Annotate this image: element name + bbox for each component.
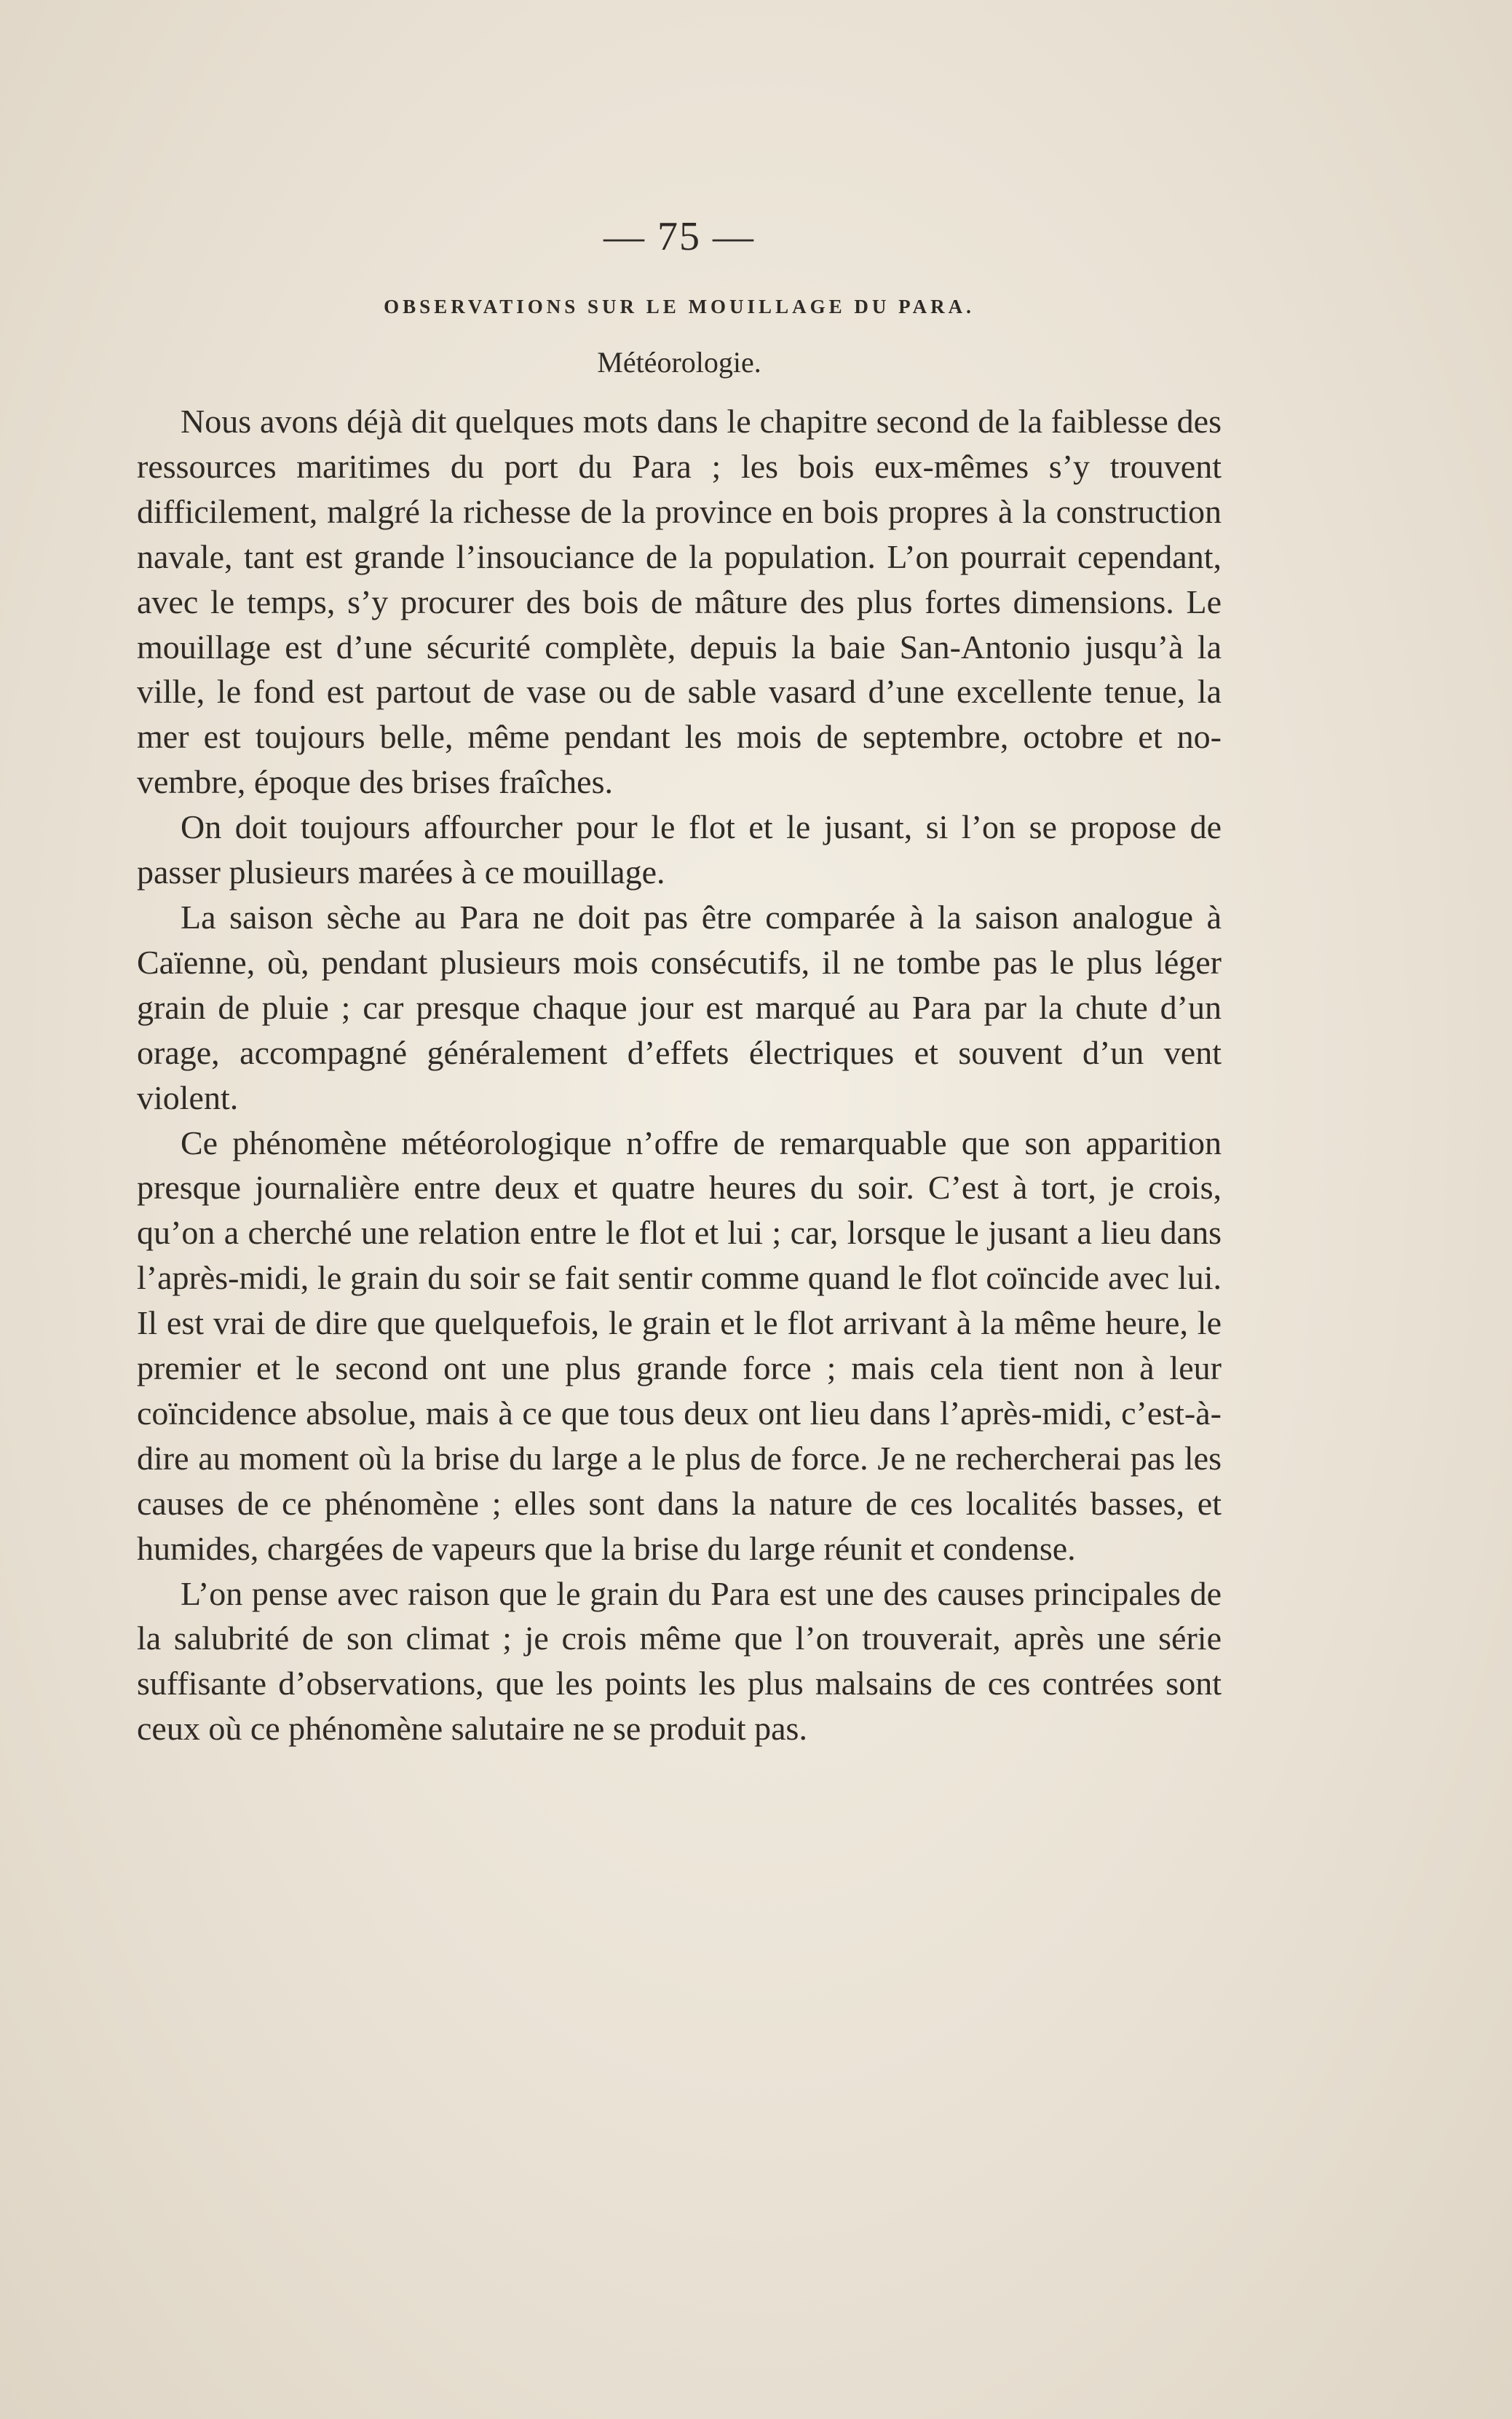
section-title: OBSERVATIONS SUR LE MOUILLAGE DU PARA. xyxy=(384,296,975,317)
paragraph: Ce phénomène météorologique n’offre de remarquable que son apparition presque journalière entre deux et quatre heures du soir. C’est à tort, je crois, qu’on a cherché une relation entre le flot et lui ; car, lorsque le jusant a lieu dans l’après-midi, le grain du soir se fait sentir comme quand le flot coïncide avec lui. Il est vrai de dire que quelquefois, le grain et le flot arrivant à la même heure, le premier et le second ont une plus grande force ; mais cela tient non à leur coïncidence absolue, mais à ce que tous deux ont lieu dans l’après-midi, c’est-à-dire au moment où la brise du large a le plus de force. Je ne rechercherai pas les causes de ce phénomène ; elles sont dans la nature de ces localités basses, et humides, chargées de vapeurs que la brise du large réunit et condense. xyxy=(137,1124,1222,1567)
paragraph: L’on pense avec raison que le grain du Para est une des causes principales de la salubrité de son climat ; je crois même que l’on trouverait, après une série suffisante d’observations, que les points les plus malsains de ces contrées sont ceux où ce phénomène salutaire ne se produit pas. xyxy=(137,1574,1222,1748)
page-text-block xyxy=(137,211,1222,1751)
page-number: — 75 — xyxy=(603,214,755,259)
paragraph: La saison sèche au Para ne doit pas être comparée à la saison analogue à Caïenne, où, pendant plusieurs mois consécutifs, il ne tombe pas le plus léger grain de pluie ; car presque chaque jour est marqué au Para par la chute d’un orage, accompagné généralement d’effets électriques et souvent d’un vent violent. xyxy=(137,898,1222,1116)
body-text xyxy=(137,399,1222,1751)
subtitle: Météorologie. xyxy=(597,346,761,379)
paragraph: On doit toujours affourcher pour le flot et le jusant, si l’on se propose de passer plusieurs marées à ce mouillage. xyxy=(137,808,1222,891)
paragraph: Nous avons déjà dit quelques mots dans le chapitre second de la faiblesse des ressources maritimes du port du Para ; les bois eux-mêmes s’y trouvent difficilement, malgré la richesse de la province en bois propres à la construction navale, tant est grande l’insouciance de la population. L’on pourrait cependant, avec le temps, s’y procurer des bois de mâture des plus fortes dimensions. Le mouillage est d’une sécurité complète, depuis la baie San-Antonio jusqu’à la ville, le fond est partout de vase ou de sable vasard d’une excellente tenue, la mer est toujours belle, même pendant les mois de septembre, octobre et novembre, époque des brises fraîches. xyxy=(137,403,1222,801)
